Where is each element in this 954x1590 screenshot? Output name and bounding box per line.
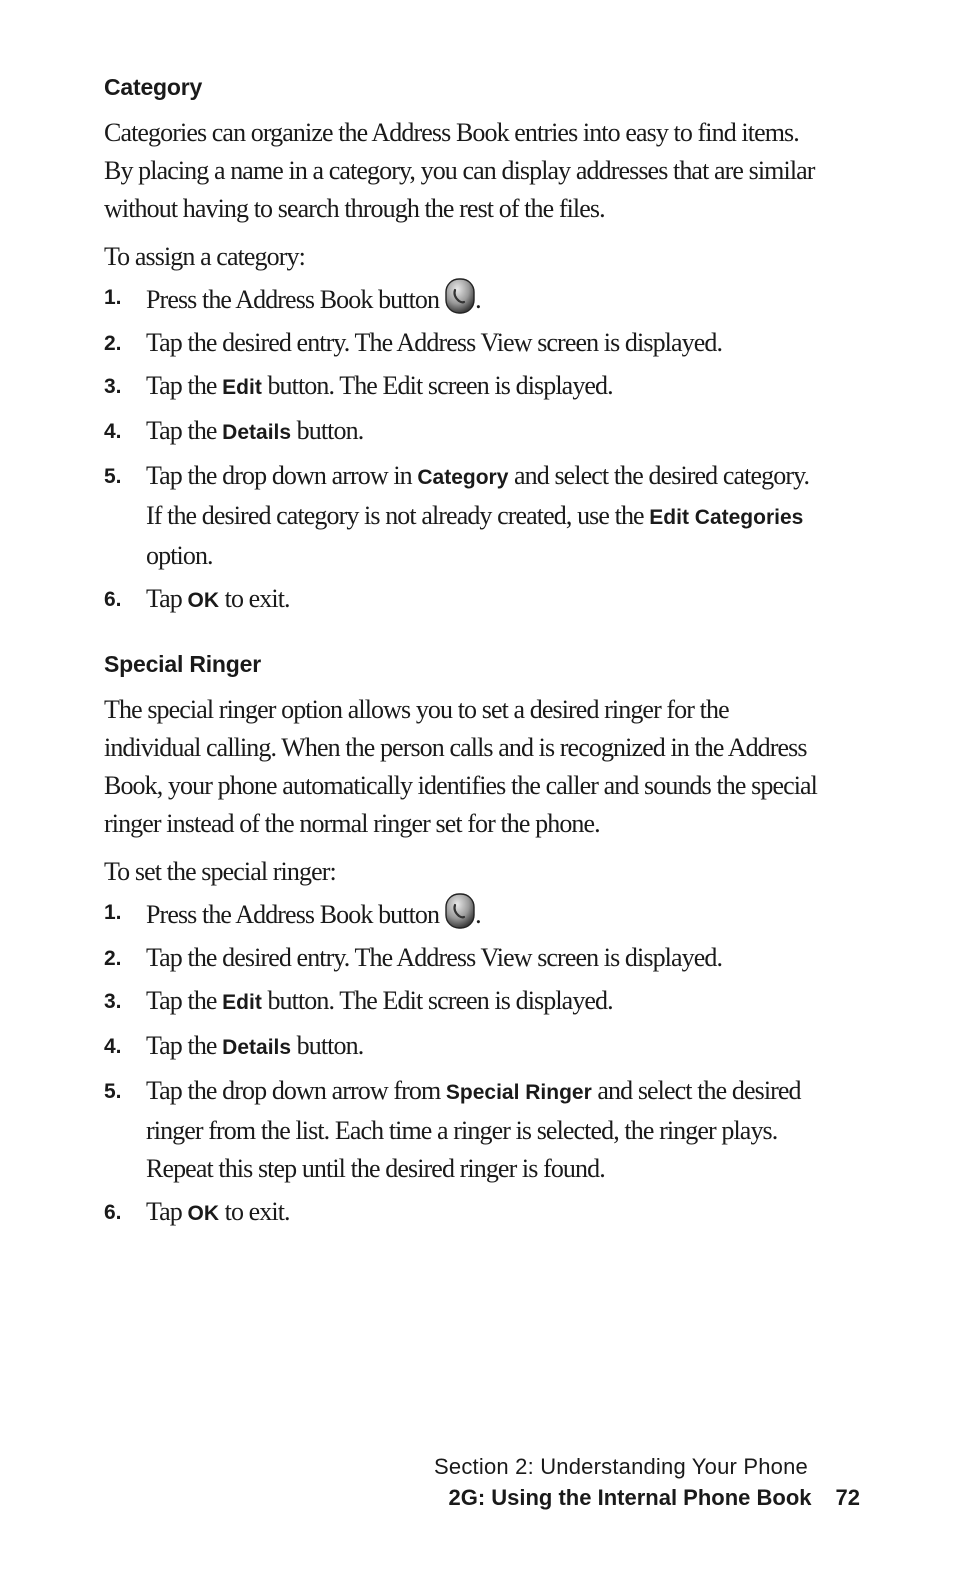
list-item: 5. Tap the drop down arrow from Special Ringer and select the desired ringer from the list. Each time a ringer is selected, the ringer plays. Repeat this step until the desired ringer is found. — [104, 1072, 824, 1188]
list-item: 6. Tap OK to exit. — [104, 1193, 824, 1233]
list-item: 1. Press the Address Book button . — [104, 893, 824, 934]
list-item: 3. Tap the Edit button. The Edit screen is displayed. — [104, 982, 824, 1022]
ui-term: Special Ringer — [445, 1081, 592, 1104]
step-number: 2. — [104, 947, 122, 970]
footer-chapter — [434, 1482, 860, 1514]
ui-term: Edit Categories — [649, 506, 804, 529]
step-number: 4. — [104, 420, 122, 443]
step-number: 6. — [104, 1201, 122, 1224]
page-content — [104, 70, 824, 1238]
step-number: 5. — [104, 465, 122, 488]
ringer-intro: The special ringer option allows you to set a desired ringer for the individual calling. When the person calls and is recognized in the Address Book, your phone automatically identifies the caller and sounds the special ringer instead of the normal ringer set for the phone. — [104, 695, 818, 838]
ringer-lead: To set the special ringer: — [104, 857, 336, 886]
step-number: 2. — [104, 332, 122, 355]
category-steps — [104, 278, 824, 620]
ui-term: Edit — [222, 376, 262, 399]
list-item: 5. Tap the drop down arrow in Category and select the desired category. If the desired category is not already created, use the Edit Categories option. — [104, 457, 824, 575]
list-item: 2. Tap the desired entry. The Address View screen is displayed. — [104, 939, 824, 977]
list-item: 3. Tap the Edit button. The Edit screen is displayed. — [104, 367, 824, 407]
ringer-steps — [104, 893, 824, 1233]
list-item: 6. Tap OK to exit. — [104, 580, 824, 620]
list-item: 4. Tap the Details button. — [104, 1027, 824, 1067]
ui-term: Category — [417, 466, 509, 489]
ui-term: Details — [222, 421, 292, 444]
step-number: 3. — [104, 990, 122, 1013]
ui-term: Details — [222, 1036, 292, 1059]
page-number: 72 — [835, 1485, 860, 1510]
ui-term: OK — [187, 1202, 220, 1225]
address-book-button-icon — [445, 278, 475, 314]
step-number: 6. — [104, 588, 122, 611]
footer-chapter-title: 2G: Using the Internal Phone Book — [448, 1485, 812, 1510]
step-number: 3. — [104, 375, 122, 398]
special-ringer-heading: Special Ringer — [104, 651, 261, 677]
step-number: 4. — [104, 1035, 122, 1058]
ui-term: Edit — [222, 991, 262, 1014]
step-number: 5. — [104, 1080, 122, 1103]
category-lead: To assign a category: — [104, 242, 305, 271]
footer-section: Section 2: Understanding Your Phone — [434, 1454, 808, 1479]
list-item: 2. Tap the desired entry. The Address View screen is displayed. — [104, 324, 824, 362]
category-heading: Category — [104, 74, 203, 100]
list-item: 4. Tap the Details button. — [104, 412, 824, 452]
step-number: 1. — [104, 901, 122, 924]
page-footer — [434, 1452, 860, 1514]
step-number: 1. — [104, 286, 122, 309]
list-item: 1. Press the Address Book button . — [104, 278, 824, 319]
ui-term: OK — [187, 589, 220, 612]
address-book-button-icon — [445, 893, 475, 929]
category-intro: Categories can organize the Address Book entries into easy to find items. By placing a name in a category, you can display addresses that are similar without having to search through the rest of the files. — [104, 118, 815, 223]
